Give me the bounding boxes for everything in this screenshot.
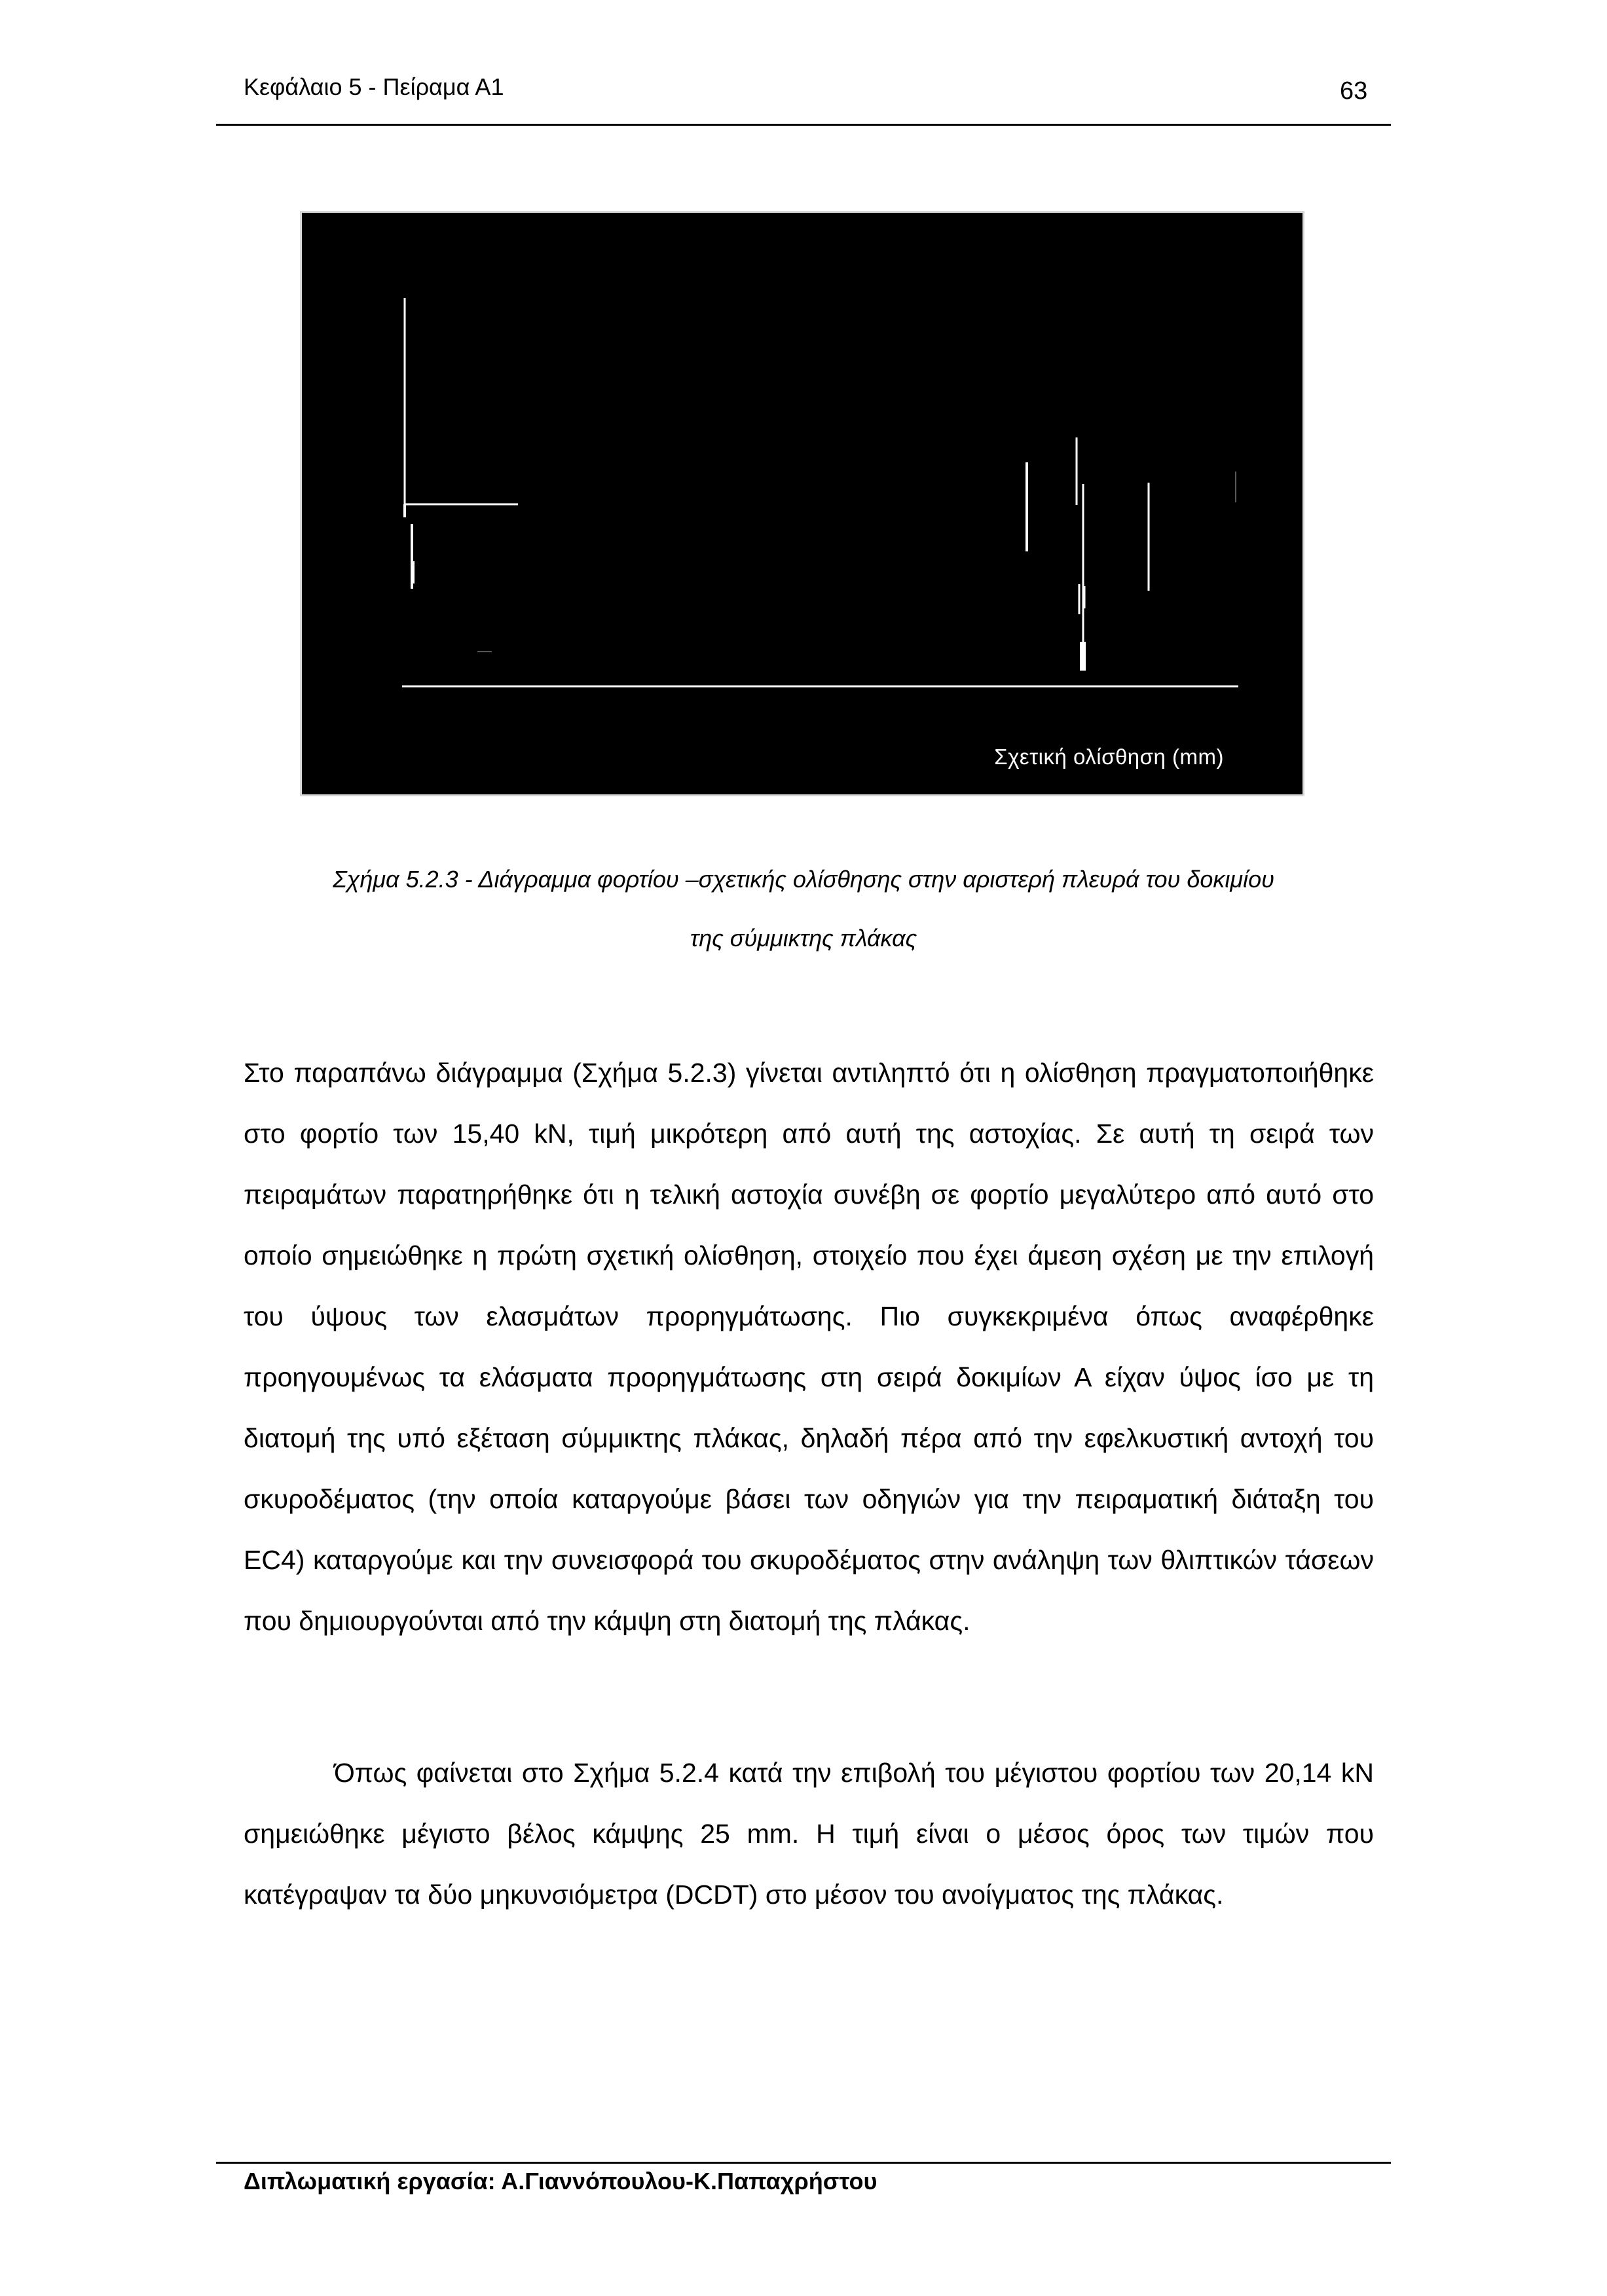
- figure-caption-line1: Σχήμα 5.2.3 - Διάγραμμα φορτίου –σχετικής ολίσθησης στην αριστερή πλευρά του δοκιμίου: [333, 866, 1274, 893]
- header-divider: [216, 124, 1391, 126]
- load-slip-figure: [300, 211, 1304, 796]
- figure-plot: [302, 213, 1302, 794]
- body-paragraph-1: Στο παραπάνω διάγραμμα (Σχήμα 5.2.3) γίνεται αντιληπτό ότι η ολίσθηση πραγματοποιήθηκε στο φορτίο των 15,40 kN, τιμή μικρότερη από αυτή της αστοχίας. Σε αυτή τη σειρά των πειραμάτων παρατηρήθηκε ότι η τελική αστοχία συνέβη σε φορτίο μεγαλύτερο από αυτό στο οποίο σημειώθηκε η πρώτη σχετική ολίσθηση, στοιχείο που έχει άμεση σχέση με την επιλογή του ύψους των ελασμάτων προρηγμάτωσης. Πιο συγκεκριμένα όπως αναφέρθηκε προηγουμένως τα ελάσματα προρηγμάτωσης στη σειρά δοκιμίων Α είχαν ύψος ίσο με τη διατομή της υπό εξέταση σύμμικτης πλάκας, δηλαδή πέρα από την εφελκυστική αντοχή του σκυροδέματος (την οποία καταργούμε βάσει των οδηγιών για την πειραματική διάταξη του ΕC4) καταργούμε και την συνεισφορά του σκυροδέματος στην ανάληψη των θλιπτικών τάσεων που δημιουργούνται από την κάμψη στη διατομή της πλάκας.: [244, 1058, 1374, 1636]
- running-footer: Διπλωματική εργασία: Α.Γιαννόπουλου-Κ.Παπαχρήστου: [244, 2168, 877, 2194]
- running-header: Κεφάλαιο 5 - Πείραμα Α1: [244, 73, 504, 100]
- page-number: 63: [1340, 77, 1368, 105]
- body-paragraph-2: Όπως φαίνεται στο Σχήμα 5.2.4 κατά την επιβολή του μέγιστου φορτίου των 20,14 kN σημειώθηκε μέγιστο βέλος κάμψης 25 mm. Η τιμή είναι ο μέσος όρος των τιμών που κατέγραψαν τα δύο μηκυνσιόμετρα (DCDT) στο μέσον του ανοίγματος της πλάκας.: [244, 1758, 1374, 1910]
- footer-divider: [216, 2162, 1391, 2164]
- trace-segment-f: [1080, 642, 1086, 671]
- figure-caption-line2: της σύμμικτης πλάκας: [690, 925, 917, 952]
- x-axis-label: Σχετική ολίσθηση (mm): [994, 745, 1224, 769]
